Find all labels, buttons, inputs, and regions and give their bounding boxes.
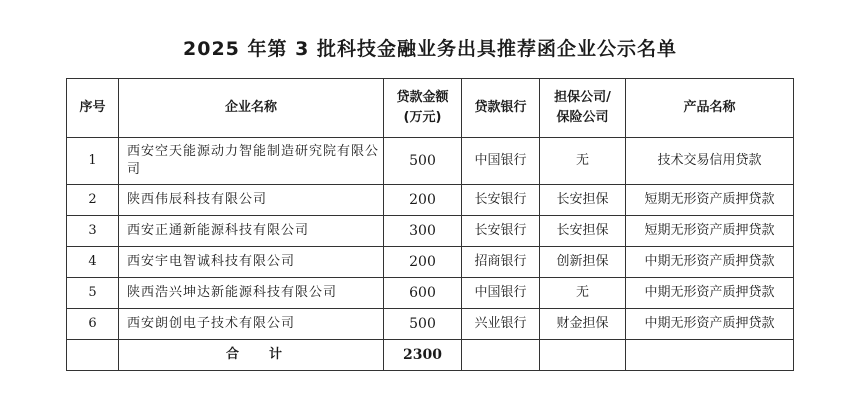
header-bank: 贷款银行 [462, 79, 540, 138]
cell-amount: 300 [384, 216, 462, 247]
cell-total-bank-empty [462, 340, 540, 371]
header-company: 企业名称 [119, 79, 384, 138]
cell-amount: 200 [384, 247, 462, 278]
cell-bank: 长安银行 [462, 185, 540, 216]
cell-bank: 兴业银行 [462, 309, 540, 340]
header-seq: 序号 [67, 79, 119, 138]
header-guarantor-line1: 担保公司/ [554, 90, 611, 105]
cell-product: 中期无形资产质押贷款 [626, 309, 794, 340]
cell-product: 技术交易信用贷款 [626, 138, 794, 185]
cell-seq: 4 [67, 247, 119, 278]
cell-total-guarantor-empty [540, 340, 626, 371]
table-row [67, 278, 794, 309]
cell-company: 西安宇电智诚科技有限公司 [119, 247, 384, 278]
cell-guarantor: 财金担保 [540, 309, 626, 340]
cell-bank: 中国银行 [462, 138, 540, 185]
cell-product: 短期无形资产质押贷款 [626, 216, 794, 247]
cell-product: 中期无形资产质押贷款 [626, 278, 794, 309]
cell-seq: 2 [67, 185, 119, 216]
cell-guarantor: 长安担保 [540, 216, 626, 247]
cell-company: 陕西浩兴坤达新能源科技有限公司 [119, 278, 384, 309]
cell-seq: 5 [67, 278, 119, 309]
cell-amount: 600 [384, 278, 462, 309]
recommendation-table [66, 78, 794, 371]
cell-amount: 500 [384, 138, 462, 185]
table-row [67, 138, 794, 185]
table-row [67, 216, 794, 247]
cell-guarantor: 长安担保 [540, 185, 626, 216]
document-title: 2025 年第 3 批科技金融业务出具推荐函企业公示名单 [183, 38, 677, 60]
header-product: 产品名称 [626, 79, 794, 138]
cell-seq: 6 [67, 309, 119, 340]
table-total-row [67, 340, 794, 371]
header-amount-line1: 贷款金额 [396, 90, 449, 105]
cell-company: 西安空天能源动力智能制造研究院有限公司 [119, 138, 384, 185]
cell-total-product-empty [626, 340, 794, 371]
cell-amount: 200 [384, 185, 462, 216]
cell-guarantor: 无 [540, 138, 626, 185]
header-guarantor [540, 79, 626, 138]
header-amount [384, 79, 462, 138]
cell-company: 陕西伟辰科技有限公司 [119, 185, 384, 216]
table-row [67, 247, 794, 278]
cell-bank: 招商银行 [462, 247, 540, 278]
cell-guarantor: 创新担保 [540, 247, 626, 278]
table-header-row [67, 79, 794, 138]
cell-seq: 3 [67, 216, 119, 247]
cell-total-amount: 2300 [384, 340, 462, 371]
cell-bank: 中国银行 [462, 278, 540, 309]
cell-company: 西安朗创电子技术有限公司 [119, 309, 384, 340]
cell-product: 短期无形资产质押贷款 [626, 185, 794, 216]
cell-guarantor: 无 [540, 278, 626, 309]
cell-total-seq-empty [67, 340, 119, 371]
table-row [67, 309, 794, 340]
cell-amount: 500 [384, 309, 462, 340]
header-amount-line2: (万元) [403, 110, 442, 125]
cell-product: 中期无形资产质押贷款 [626, 247, 794, 278]
header-guarantor-line2: 保险公司 [556, 110, 609, 125]
cell-company: 西安正通新能源科技有限公司 [119, 216, 384, 247]
cell-seq: 1 [67, 138, 119, 185]
cell-total-label: 合计 [119, 340, 384, 371]
cell-bank: 长安银行 [462, 216, 540, 247]
table-row [67, 185, 794, 216]
